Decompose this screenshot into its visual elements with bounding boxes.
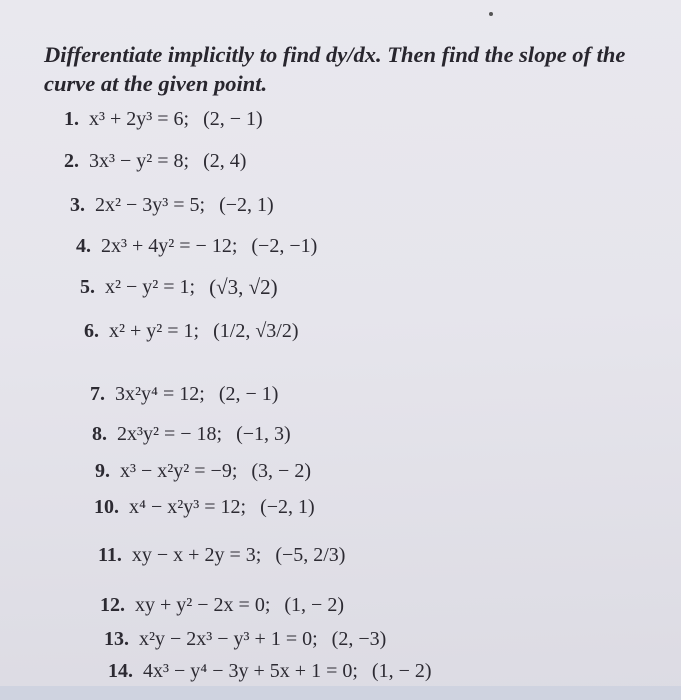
problem-number: 13. [104,628,129,650]
problem-10 [94,496,315,519]
problem-12 [100,594,344,617]
equation: x³ − x²y² = −9; [120,460,238,482]
equation: 4x³ − y⁴ − 3y + 5x + 1 = 0; [143,660,358,682]
point: (−2, 1) [260,496,315,518]
problem-number: 10. [94,496,119,518]
stray-dot [489,12,493,16]
equation: x² − y² = 1; [105,276,196,298]
equation: xy − x + 2y = 3; [131,544,262,566]
equation: 3x²y⁴ = 12; [115,383,205,405]
point: (1/2, √3/2) [213,320,299,342]
point: (−2, 1) [219,194,274,216]
problem-5 [80,275,278,300]
point: (3, − 2) [251,460,311,482]
problem-number: 5. [80,276,95,298]
equation: x²y − 2x³ − y³ + 1 = 0; [139,628,318,650]
problem-4 [76,235,317,258]
problem-number: 6. [84,320,99,342]
problem-6 [84,320,299,343]
equation: xy + y² − 2x = 0; [135,594,271,616]
point: (−5, 2/3) [275,544,346,566]
problem-11 [98,544,345,567]
point: (2, 4) [203,150,247,172]
equation: x⁴ − x²y³ = 12; [129,496,247,518]
bottom-edge [0,686,681,700]
point: (−2, −1) [251,235,318,257]
problem-14 [108,660,432,683]
problem-number: 9. [95,460,110,482]
point: (1, − 2) [371,660,432,682]
problem-number: 12. [100,594,125,616]
equation: x³ + 2y³ = 6; [89,108,190,130]
problem-2 [64,150,246,173]
problem-9 [95,460,311,483]
point: (1, − 2) [284,594,344,616]
instructions: Differentiate implicitly to find dy/dx. Then find the slope of the curve at the given point. [44,42,626,96]
problem-number: 11. [98,544,122,566]
problem-3 [70,194,274,217]
problem-number: 2. [64,150,79,172]
point: (2, − 1) [203,108,263,130]
problem-number: 1. [64,108,79,130]
problem-number: 4. [76,235,91,257]
equation: 2x³ + 4y² = − 12; [101,235,238,257]
equation: 2x³y² = − 18; [117,423,223,445]
problem-8 [92,423,291,446]
point: (2, − 1) [218,383,279,405]
equation: 2x² − 3y³ = 5; [95,194,206,216]
problem-7 [90,383,278,406]
point: (2, −3) [331,628,387,650]
problem-number: 3. [70,194,85,216]
point: (√3, √2) [209,275,278,299]
problem-1 [64,108,263,131]
problem-number: 14. [108,660,133,682]
problem-number: 7. [90,383,105,405]
problem-number: 8. [92,423,107,445]
problem-13 [104,628,386,651]
equation: x² + y² = 1; [109,320,200,342]
point: (−1, 3) [236,423,291,445]
equation: 3x³ − y² = 8; [89,150,190,172]
